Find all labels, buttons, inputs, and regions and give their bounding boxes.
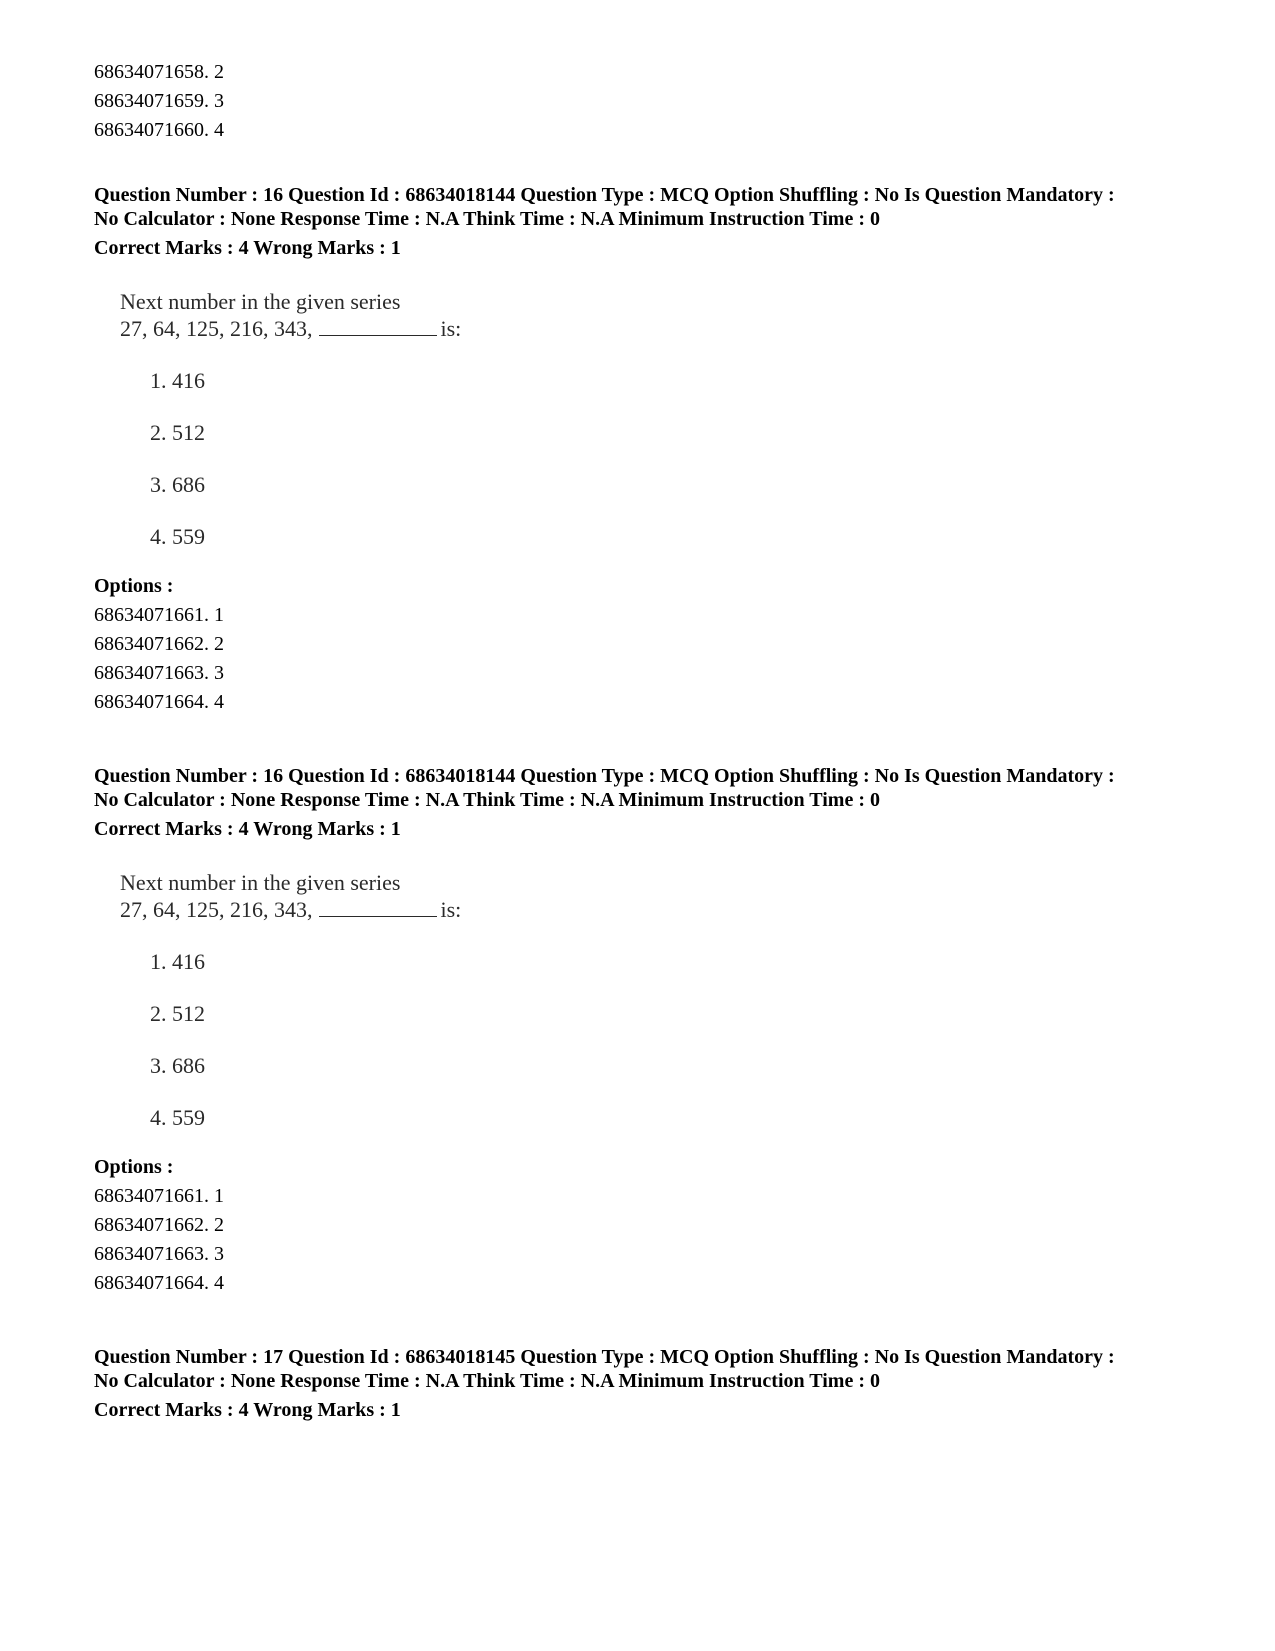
question-series: 27, 64, 125, 216, 343, (120, 897, 313, 922)
option-line: 68634071664. 4 (94, 691, 224, 713)
question-marks: Correct Marks : 4 Wrong Marks : 1 (94, 1399, 401, 1421)
question-prompt: Next number in the given series (120, 289, 401, 314)
choice-item: 2. 512 (150, 420, 205, 445)
choice-item: 4. 559 (150, 1105, 205, 1130)
option-line: 68634071664. 4 (94, 1272, 224, 1294)
answer-blank (319, 315, 437, 336)
question-series-row (120, 896, 461, 923)
question-image (94, 288, 514, 558)
question-marks: Correct Marks : 4 Wrong Marks : 1 (94, 818, 401, 840)
question-series-end: is: (440, 897, 462, 922)
choice-item: 3. 686 (150, 1053, 205, 1078)
choice-item: 1. 416 (150, 368, 205, 393)
option-line: 68634071662. 2 (94, 1214, 224, 1236)
question-header-line1: Question Number : 16 Question Id : 68634018144 Question Type : MCQ Option Shuffling : No Is Question Mandatory : (94, 765, 1115, 787)
question-header-line2: No Calculator : None Response Time : N.A Think Time : N.A Minimum Instruction Time : 0 (94, 789, 880, 811)
options-label: Options : (94, 575, 174, 597)
question-header-line2: No Calculator : None Response Time : N.A Think Time : N.A Minimum Instruction Time : 0 (94, 208, 880, 230)
choice-item: 3. 686 (150, 472, 205, 497)
option-line: 68634071661. 1 (94, 604, 224, 626)
question-series-end: is: (440, 316, 462, 341)
option-line: 68634071659. 3 (94, 90, 224, 112)
option-line: 68634071663. 3 (94, 1243, 224, 1265)
option-line: 68634071663. 3 (94, 662, 224, 684)
option-line: 68634071658. 2 (94, 61, 224, 83)
options-label: Options : (94, 1156, 174, 1178)
question-header-line1: Question Number : 16 Question Id : 68634018144 Question Type : MCQ Option Shuffling : No Is Question Mandatory : (94, 184, 1115, 206)
question-prompt: Next number in the given series (120, 870, 401, 895)
answer-blank (319, 896, 437, 917)
option-line: 68634071661. 1 (94, 1185, 224, 1207)
question-header-line1: Question Number : 17 Question Id : 68634018145 Question Type : MCQ Option Shuffling : No Is Question Mandatory : (94, 1346, 1115, 1368)
option-line: 68634071662. 2 (94, 633, 224, 655)
choice-item: 4. 559 (150, 524, 205, 549)
choice-item: 2. 512 (150, 1001, 205, 1026)
choice-item: 1. 416 (150, 949, 205, 974)
question-header-line2: No Calculator : None Response Time : N.A Think Time : N.A Minimum Instruction Time : 0 (94, 1370, 880, 1392)
question-marks: Correct Marks : 4 Wrong Marks : 1 (94, 237, 401, 259)
question-series: 27, 64, 125, 216, 343, (120, 316, 313, 341)
question-series-row (120, 315, 461, 342)
question-image (94, 869, 514, 1139)
option-line: 68634071660. 4 (94, 119, 224, 141)
